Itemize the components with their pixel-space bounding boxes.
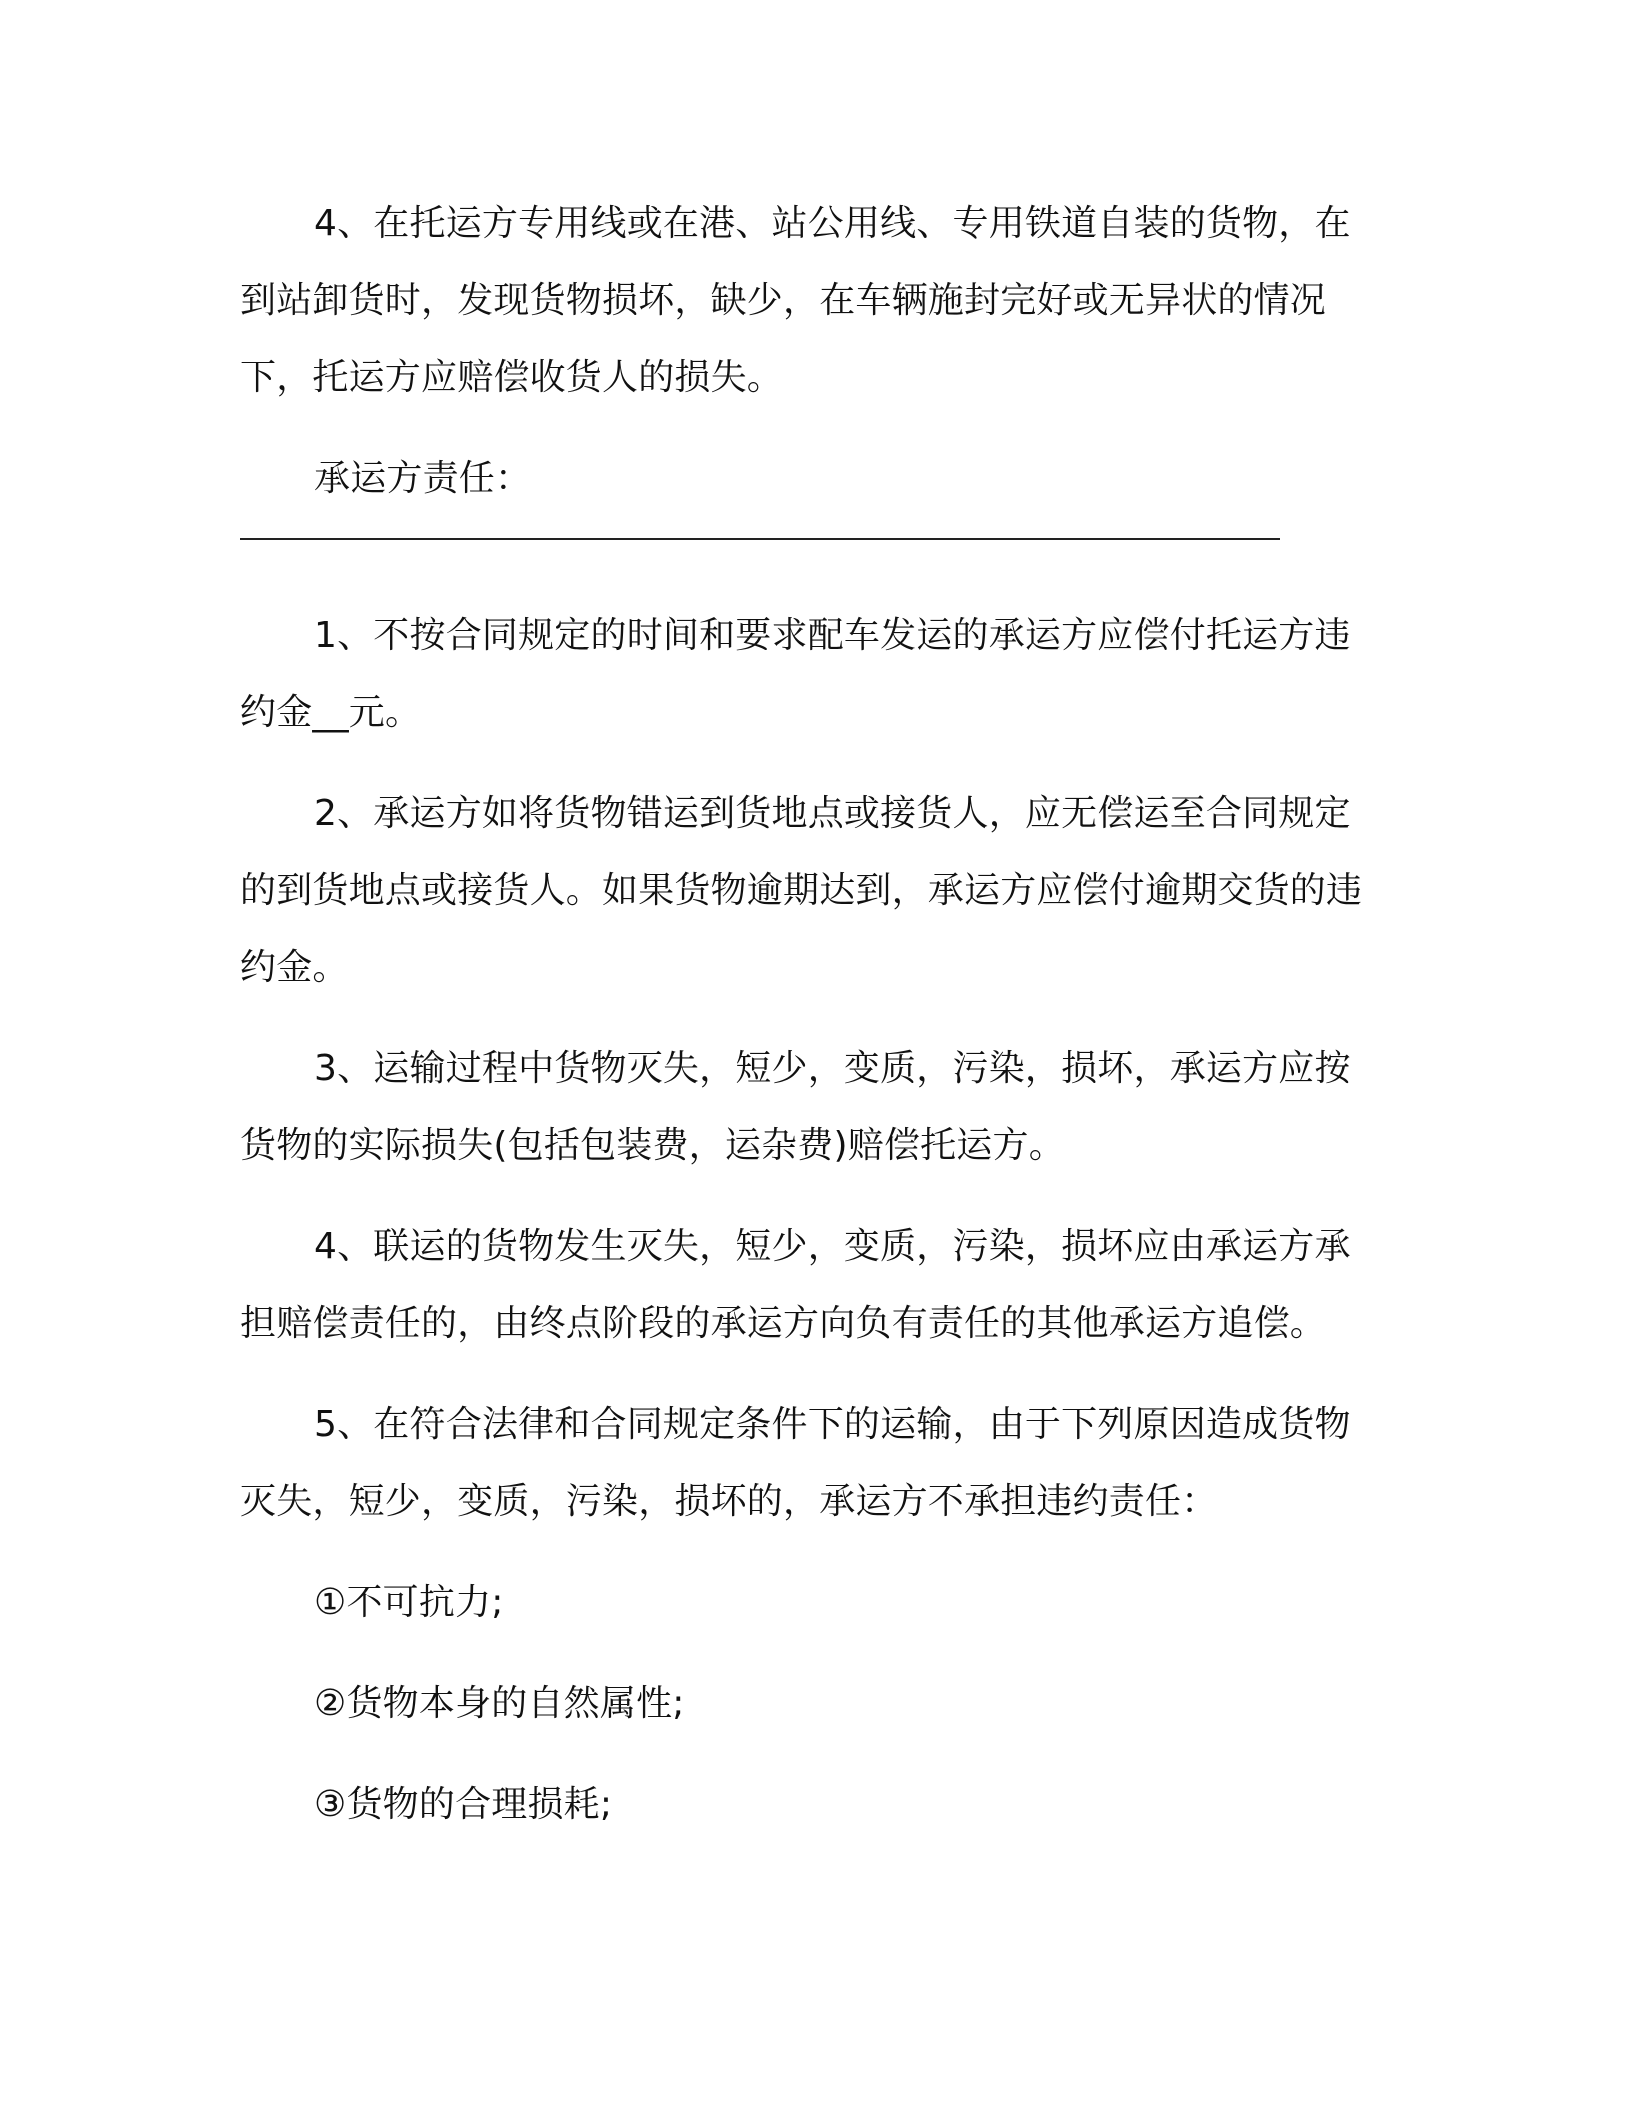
section-heading-carrier-liability: 承运方责任： xyxy=(314,458,532,499)
list-item-natural-properties: ②货物本身的自然属性; xyxy=(314,1683,685,1724)
list-item-force-majeure: ①不可抗力; xyxy=(314,1582,504,1623)
document-body xyxy=(240,185,1385,1843)
paragraph-carrier-clause-4: 4、联运的货物发生灭失，短少，变质，污染，损坏应由承运方承担赔偿责任的，由终点阶段的承运方向负有责任的其他承运方追偿。 xyxy=(240,1226,1351,1344)
paragraph-carrier-clause-1: 1、不按合同规定的时间和要求配车发运的承运方应偿付托运方违约金__元。 xyxy=(240,615,1351,733)
paragraph-carrier-clause-3: 3、运输过程中货物灭失，短少，变质，污染，损坏，承运方应按货物的实际损失(包括包装费，运杂费)赔偿托运方。 xyxy=(240,1048,1351,1166)
list-item-reasonable-loss: ③货物的合理损耗; xyxy=(314,1784,613,1825)
paragraph-carrier-clause-2: 2、承运方如将货物错运到货地点或接货人，应无偿运至合同规定的到货地点或接货人。如果货物逾期达到，承运方应偿付逾期交货的违约金。 xyxy=(240,793,1363,988)
blank-fill-line xyxy=(240,538,1280,540)
paragraph-shipper-clause-4: 4、在托运方专用线或在港、站公用线、专用铁道自装的货物，在到站卸货时，发现货物损坏，缺少，在车辆施封完好或无异状的情况下，托运方应赔偿收货人的损失。 xyxy=(240,203,1351,398)
paragraph-carrier-clause-5: 5、在符合法律和合同规定条件下的运输，由于下列原因造成货物灭失，短少，变质，污染，损坏的，承运方不承担违约责任： xyxy=(240,1404,1351,1522)
